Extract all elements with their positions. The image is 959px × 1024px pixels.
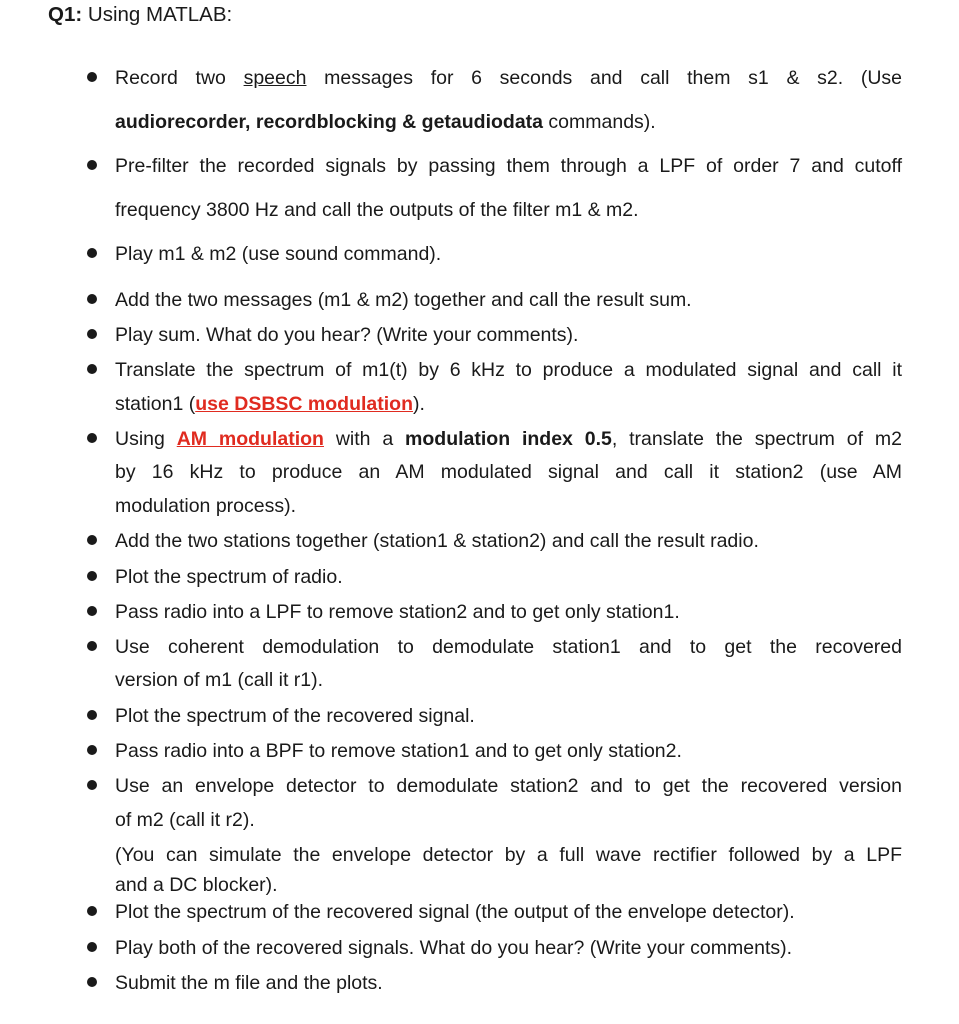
item-line: Pass radio into a BPF to remove station1 and to get only station2. bbox=[115, 740, 682, 762]
bullet-icon bbox=[87, 606, 97, 616]
item-line: Pre-filter the recorded signals by passing them through a LPF of order 7 and cutoff bbox=[115, 155, 902, 177]
item-line: frequency 3800 Hz and call the outputs of the filter m1 & m2. bbox=[115, 199, 639, 221]
item-line: Submit the m file and the plots. bbox=[115, 972, 383, 994]
bullet-icon bbox=[87, 977, 97, 987]
item-line: modulation process). bbox=[115, 495, 297, 517]
bullet-icon bbox=[87, 248, 97, 258]
item-line: Use an envelope detector to demodulate station2 and to get the recovered version bbox=[115, 775, 902, 797]
item-line: Using AM modulation with a modulation index 0.5, translate the spectrum of m2 bbox=[115, 428, 902, 450]
question-number: Q1: bbox=[48, 3, 83, 26]
question-title: Using MATLAB: bbox=[87, 3, 233, 26]
item-line: Add the two stations together (station1 & station2) and call the result radio. bbox=[115, 530, 759, 552]
item-line: Plot the spectrum of the recovered signal (the output of the envelope detector). bbox=[115, 901, 795, 923]
bullet-icon bbox=[87, 641, 97, 651]
bullet-icon bbox=[87, 364, 97, 374]
item-line: Add the two messages (m1 & m2) together and call the result sum. bbox=[115, 289, 692, 311]
bullet-icon bbox=[87, 906, 97, 916]
item-line: and a DC blocker). bbox=[115, 874, 278, 896]
item-line: Translate the spectrum of m1(t) by 6 kHz to produce a modulated signal and call it bbox=[115, 359, 902, 381]
question-heading bbox=[48, 2, 232, 28]
item-line: of m2 (call it r2). bbox=[115, 809, 255, 831]
bullet-icon bbox=[87, 571, 97, 581]
modulation-index: modulation index 0.5 bbox=[405, 428, 612, 450]
item-line: Plot the spectrum of the recovered signal. bbox=[115, 705, 475, 727]
item-line: audiorecorder, recordblocking & getaudiodata commands). bbox=[115, 111, 656, 133]
item-line: Play both of the recovered signals. What do you hear? (Write your comments). bbox=[115, 937, 793, 959]
bullet-icon bbox=[87, 745, 97, 755]
item-line: (You can simulate the envelope detector by a full wave rectifier followed by a LPF bbox=[115, 844, 902, 866]
speech-underlined: speech bbox=[243, 67, 307, 89]
bullet-icon bbox=[87, 780, 97, 790]
dsbsc-highlight: use DSBSC modulation bbox=[195, 393, 413, 415]
item-line: version of m1 (call it r1). bbox=[115, 669, 324, 691]
am-highlight: AM modulation bbox=[176, 428, 324, 450]
bullet-icon bbox=[87, 329, 97, 339]
bullet-icon bbox=[87, 433, 97, 443]
item-line: Record two speech messages for 6 seconds and call them s1 & s2. (Use bbox=[115, 67, 902, 89]
item-line: Use coherent demodulation to demodulate station1 and to get the recovered bbox=[115, 636, 902, 658]
bullet-icon bbox=[87, 535, 97, 545]
bullet-icon bbox=[87, 294, 97, 304]
bullet-icon bbox=[87, 160, 97, 170]
item-line: Pass radio into a LPF to remove station2 and to get only station1. bbox=[115, 601, 680, 623]
command-names: audiorecorder, recordblocking & getaudiodata bbox=[115, 111, 544, 133]
item-line: station1 (use DSBSC modulation). bbox=[115, 393, 425, 415]
item-line: by 16 kHz to produce an AM modulated signal and call it station2 (use AM bbox=[115, 461, 902, 483]
bullet-icon bbox=[87, 710, 97, 720]
item-line: Plot the spectrum of radio. bbox=[115, 566, 343, 588]
item-line: Play m1 & m2 (use sound command). bbox=[115, 243, 442, 265]
bullet-icon bbox=[87, 72, 97, 82]
bullet-icon bbox=[87, 942, 97, 952]
item-line: Play sum. What do you hear? (Write your comments). bbox=[115, 324, 579, 346]
